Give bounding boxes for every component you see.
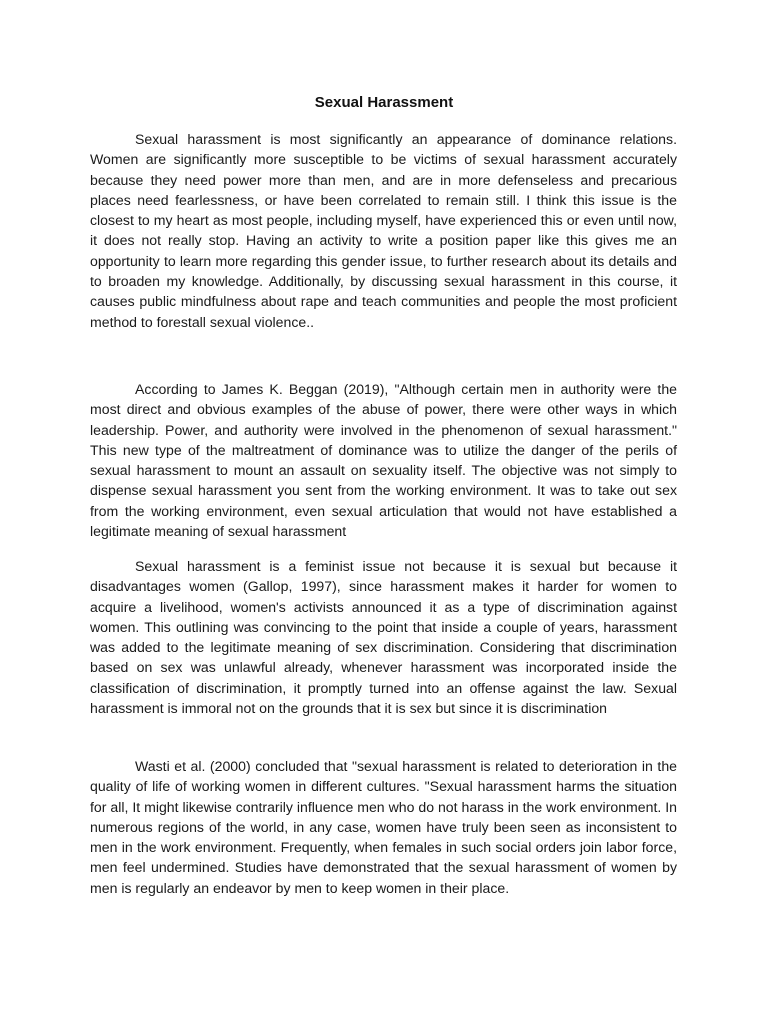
paragraph-feminist-issue: Sexual harassment is a feminist issue not because it is sexual but because it disadvantages women (Gallop, 1997), since harassment makes it harder for women to acquire a livelihood, women's activists announced it as a type of discrimination against women. This outlining was convincing to the point that inside a couple of years, harassment was added to the legitimate meaning of sex discrimination. Considering that discrimination based on sex was unlawful already, whenever harassment was incorporated inside the classification of discrimination, it promptly turned into an offense against the law. Sexual harassment is immoral not on the grounds that it is sex but since it is discrimination	[90, 558, 677, 717]
paragraph-wasti: Wasti et al. (2000) concluded that "sexual harassment is related to deterioration in the quality of life of working women in different cultures. "Sexual harassment harms the situation for all, It might likewise contrarily influence men who do not harass in the work environment. In numerous regions of the world, in any case, women have truly been seen as inconsistent to men in the work environment. Frequently, when females in such social orders join labor force, men feel undermined. Studies have demonstrated that the sexual harassment of women by men is regularly an endeavor by men to keep women in their place.	[90, 758, 677, 896]
paragraph-intro: Sexual harassment is most significantly an appearance of dominance relations. Women are significantly more susceptible to be victims of sexual harassment accurately because they need power more than men, and are in more defenseless and precarious places need fearlessness, or have been correlated to remain still. I think this issue is the closest to my heart as most people, including myself, have experienced this or even until now, it does not really stop. Having an activity to write a position paper like this gives me an opportunity to learn more regarding this gender issue, to further research about its details and to broaden my knowledge. Additionally, by discussing sexual harassment in this course, it causes public mindfulness about rape and teach communities and people the most proficient method to forestall sexual violence..	[90, 131, 677, 330]
paragraph-beggan: According to James K. Beggan (2019), "Although certain men in authority were the most direct and obvious examples of the abuse of power, there were other ways in which leadership. Power, and authority were involved in the phenomenon of sexual harassment." This new type of the maltreatment of dominance was to utilize the danger of the perils of sexual harassment to mount an assault on sexuality itself. The objective was not simply to dispense sexual harassment you sent from the working environment. It was to take out sex from the working environment, even sexual articulation that would not have established a legitimate meaning of sexual harassment	[90, 381, 677, 540]
document-title: Sexual Harassment	[314, 94, 454, 111]
